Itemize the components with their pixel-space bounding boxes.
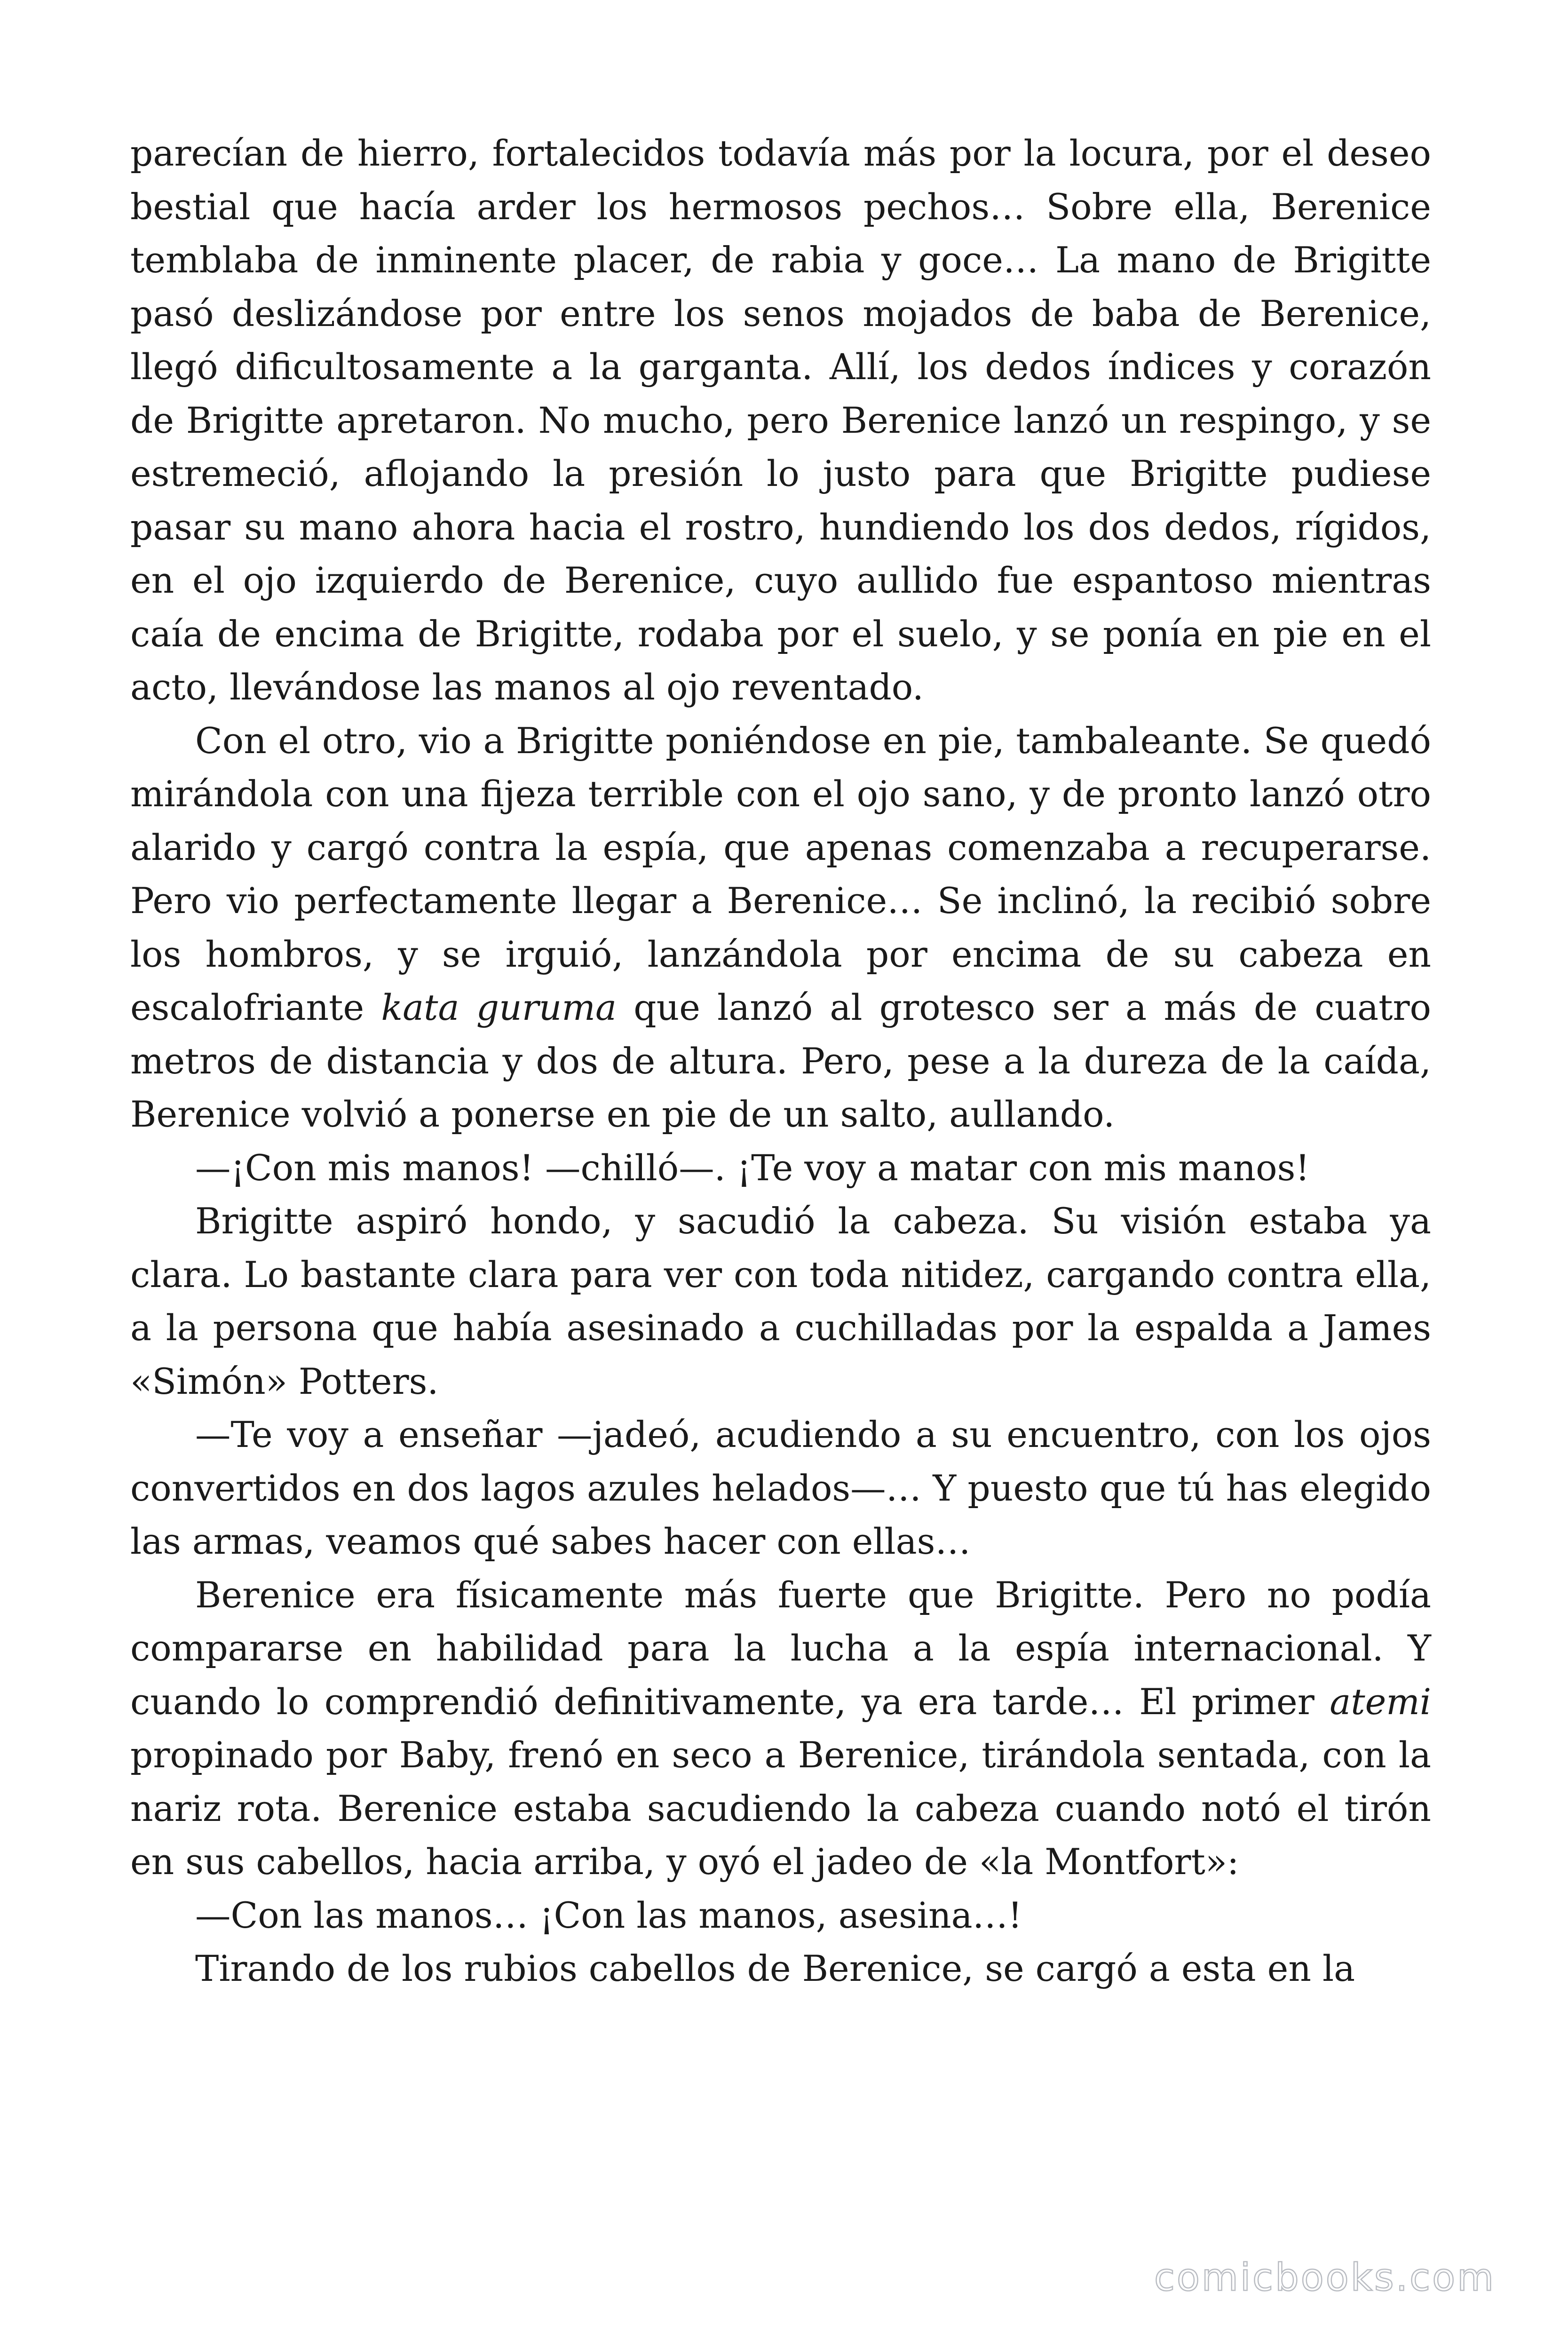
watermark: comicbooks.com [1154, 2256, 1496, 2299]
book-page [130, 127, 1431, 2272]
body-text [130, 127, 1431, 1996]
paragraph-2-text-after: que lanzó al grotesco ser a más de cuatro metros de distancia y dos de altura. Pero, pese a la dureza de la caída, Berenice volvió a ponerse en pie de un salto, aullando. [130, 987, 1432, 1135]
paragraph-6 [130, 1569, 1431, 1889]
paragraph-2-italic-term: kata guruma [381, 987, 617, 1028]
paragraph-5: —Te voy a enseñar —jadeó, acudiendo a su encuentro, con los ojos convertidos en dos lagos azules helados—… Y puesto que tú has elegido las armas, veamos qué sabes hacer con ellas… [130, 1414, 1431, 1562]
paragraph-4: Brigitte aspiró hondo, y sacudió la cabeza. Su visión estaba ya clara. Lo bastante clara para ver con toda nitidez, cargando contra ella, a la persona que había asesinado a cuchilladas por la espalda a James «Simón» Potters. [130, 1200, 1431, 1402]
paragraph-6-text-after: propinado por Baby, frenó en seco a Berenice, tirándola sentada, con la nariz rota. Berenice estaba sacudiendo la cabeza cuando notó el tirón en sus cabellos, hacia arriba, y oyó el jadeo de «la Montfort»: [130, 1734, 1431, 1883]
paragraph-6-text-before: Berenice era físicamente más fuerte que Brigitte. Pero no podía compararse en habilidad para la lucha a la espía internacional. Y cuando lo comprendió definitivamente, ya era tarde… El primer [130, 1574, 1431, 1723]
paragraph-3: —¡Con mis manos! —chilló—. ¡Te voy a matar con mis manos! [195, 1147, 1310, 1189]
paragraph-7: —Con las manos… ¡Con las manos, asesina…! [195, 1894, 1022, 1936]
paragraph-6-italic-term: atemi [1330, 1681, 1431, 1723]
paragraph-1: parecían de hierro, fortalecidos todavía más por la locura, por el deseo bestial que hacía arder los hermosos pechos… Sobre ella, Berenice temblaba de inminente placer, de rabia y goce… La mano de Brigitte pasó deslizándose por entre los senos mojados de baba de Berenice, llegó dificultosamente a la garganta. Allí, los dedos índices y corazón de Brigitte apretaron. No mucho, pero Berenice lanzó un respingo, y se estremeció, aflojando la presión lo justo para que Brigitte pudiese pasar su mano ahora hacia el rostro, hundiendo los dos dedos, rígidos, en el ojo izquierdo de Berenice, cuyo aullido fue espantoso mientras caía de encima de Brigitte, rodaba por el suelo, y se ponía en pie en el acto, llevándose las manos al ojo reventado. [130, 133, 1431, 708]
paragraph-2-text-before: Con el otro, vio a Brigitte poniéndose en pie, tambaleante. Se quedó mirándola con una fijeza terrible con el ojo sano, y de pronto lanzó otro alarido y cargó contra la espía, que apenas comenzaba a recuperarse. Pero vio perfectamente llegar a Berenice… Se inclinó, la recibió sobre los hombros, y se irguió, lanzándola por encima de su cabeza en escalofriante [130, 720, 1431, 1028]
paragraph-8: Tirando de los rubios cabellos de Berenice, se cargó a esta en la [195, 1948, 1355, 1989]
paragraph-2 [130, 715, 1431, 1142]
